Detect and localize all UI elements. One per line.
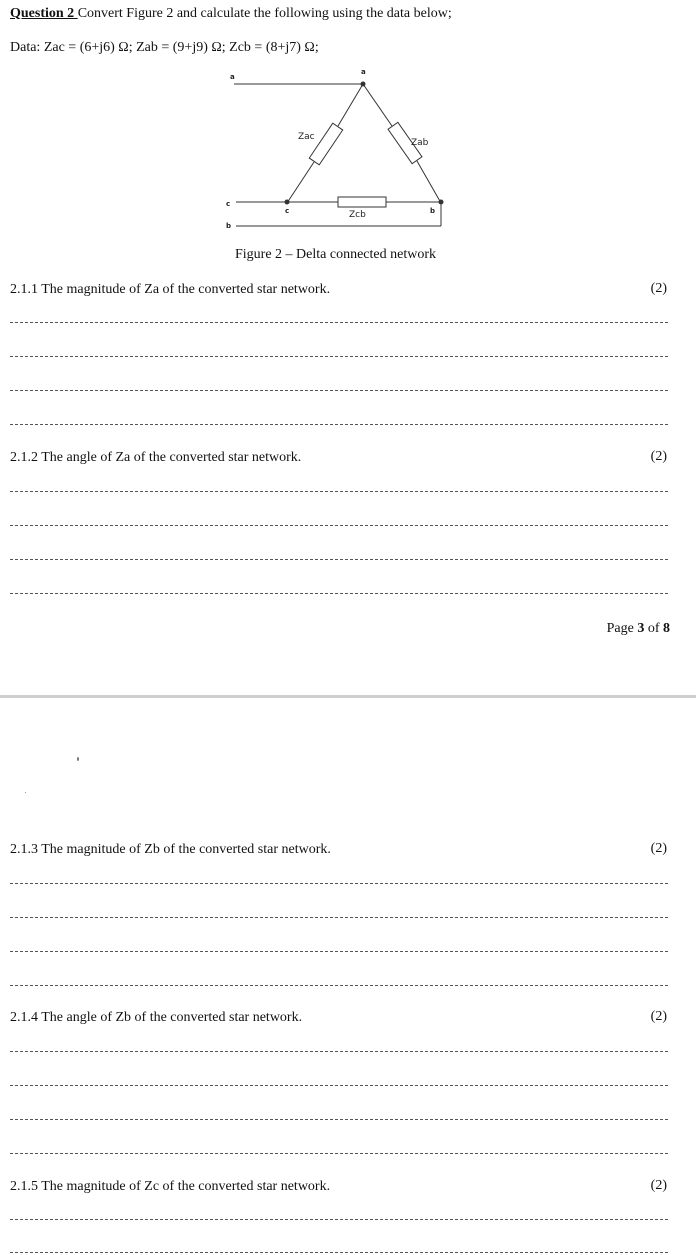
label-c-node: c [285,207,290,215]
answer-line[interactable] [10,424,668,425]
delta-network-diagram [0,60,696,240]
scan-speck [25,792,26,793]
answer-line[interactable] [10,322,668,323]
answer-line[interactable] [10,356,668,357]
answer-line[interactable] [10,491,668,492]
marks-2-1-2: (2) [650,449,667,464]
label-zab: Zab [411,138,429,148]
answer-line[interactable] [10,883,668,884]
node-b [439,200,444,205]
page-total: 8 [663,621,670,636]
page-separator [0,695,696,698]
answer-line[interactable] [10,390,668,391]
page-number [607,620,670,638]
label-b-node: b [430,207,436,215]
question-header [10,5,452,23]
marks-2-1-5: (2) [650,1178,667,1193]
data-line: Data: Zac = (6+j6) Ω; Zab = (9+j9) Ω; Zcb = (8+j7) Ω; [10,40,319,55]
label-zac: Zac [298,132,315,142]
resistor-zac [309,123,342,165]
answer-line[interactable] [10,1153,668,1154]
answer-line[interactable] [10,559,668,560]
label-a-left: a [230,73,235,81]
page-prefix: Page [606,621,638,636]
answer-line[interactable] [10,1119,668,1120]
answer-line[interactable] [10,525,668,526]
answer-line[interactable] [10,1219,668,1220]
question-item-2-1-3: 2.1.3 The magnitude of Zb of the converted star network. [10,842,331,857]
label-b-left: b [226,222,232,230]
answer-line[interactable] [10,985,668,986]
marks-2-1-3: (2) [650,841,667,856]
node-a [361,82,366,87]
question-item-2-1-1: 2.1.1 The magnitude of Za of the converted star network. [10,282,331,297]
scan-speck [77,757,79,761]
wire-zab-bottom [417,161,441,203]
answer-line[interactable] [10,951,668,952]
question-intro: Convert Figure 2 and calculate the following using the data below; [77,6,452,21]
label-a-top: a [361,68,366,76]
question-item-2-1-4: 2.1.4 The angle of Zb of the converted star network. [10,1010,303,1025]
page-of: of [644,621,663,636]
node-c [285,200,290,205]
question-item-2-1-2: 2.1.2 The angle of Za of the converted star network. [10,450,302,465]
wire-zac-top [338,84,363,126]
answer-line[interactable] [10,1252,668,1253]
marks-2-1-4: (2) [650,1009,667,1024]
question-title: Question 2 [10,6,78,21]
answer-line[interactable] [10,1051,668,1052]
resistor-zcb [338,197,386,207]
page-current: 3 [637,621,645,636]
label-c-left: c [226,200,231,208]
question-item-2-1-5: 2.1.5 The magnitude of Zc of the converted star network. [10,1179,331,1194]
answer-line[interactable] [10,1085,668,1086]
wire-zac-bottom [287,162,314,203]
marks-2-1-1: (2) [650,281,667,296]
figure-caption: Figure 2 – Delta connected network [235,247,436,262]
wire-zab-top [363,84,392,126]
answer-line[interactable] [10,593,668,594]
label-zcb: Zcb [349,210,366,220]
answer-line[interactable] [10,917,668,918]
